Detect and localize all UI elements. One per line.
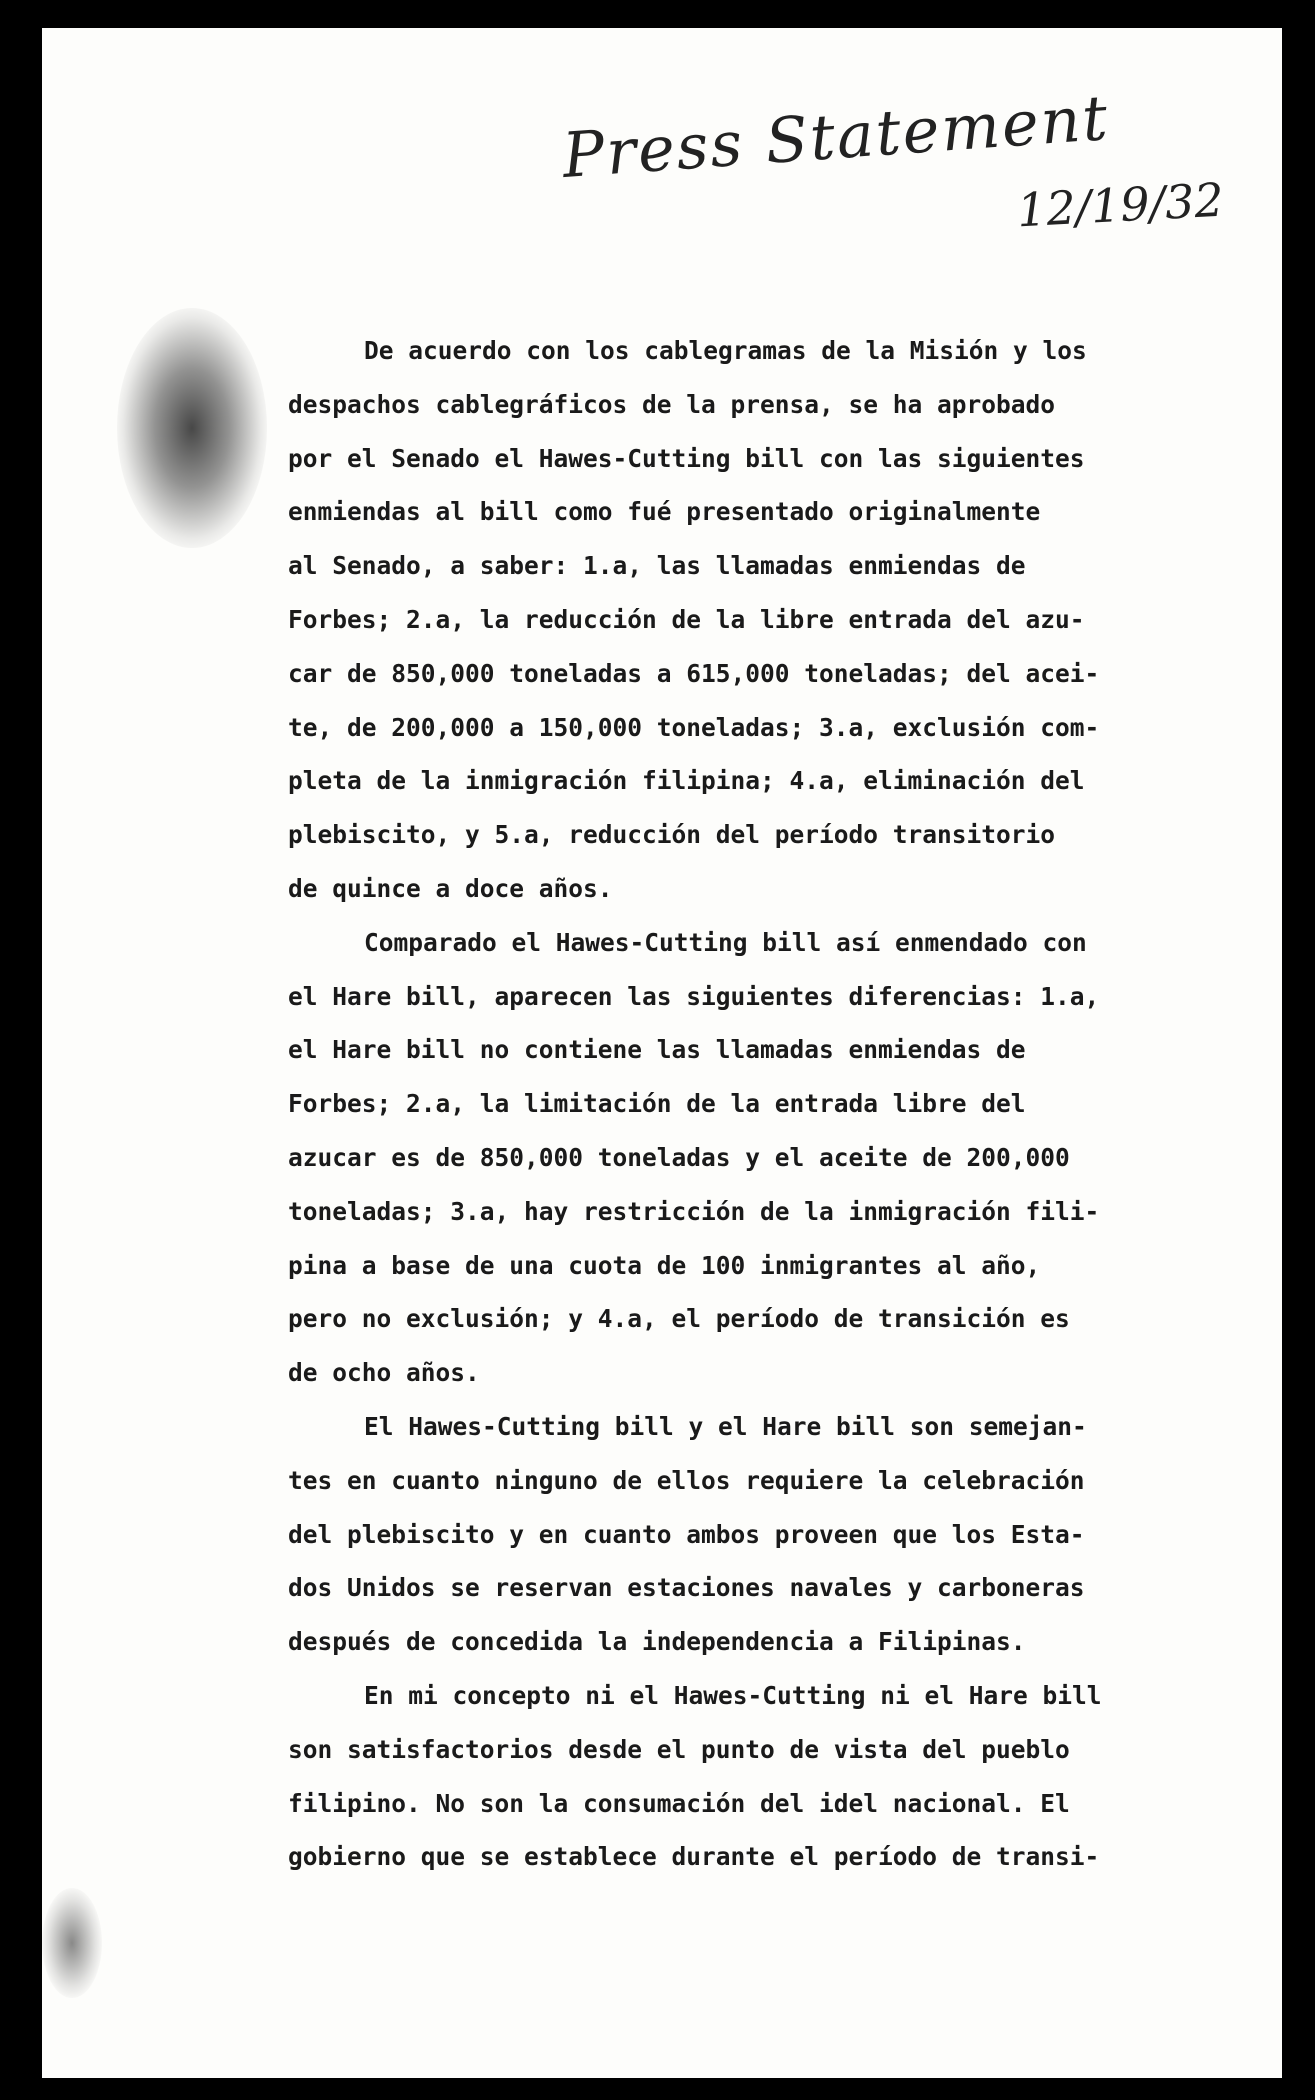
ink-smudge-lower [42,1888,102,1998]
text-line: toneladas; 3.a, hay restricción de la inmigración fili- [288,1196,1100,1226]
text-line: filipino. No son la consumación del idel nacional. El [288,1788,1070,1818]
text-line: de ocho años. [288,1358,480,1388]
text-line: el Hare bill, aparecen las siguientes diferencias: 1.a, [288,981,1100,1011]
text-line: car de 850,000 toneladas a 615,000 toneladas; del acei- [288,658,1100,688]
text-line: al Senado, a saber: 1.a, las llamadas enmiendas de [288,551,1026,581]
text-line: Forbes; 2.a, la reducción de la libre entrada del azu- [288,604,1085,634]
document-page [42,28,1282,2078]
handwritten-title: Press Statement [560,80,1112,193]
text-line: el Hare bill no contiene las llamadas enmiendas de [288,1035,1026,1065]
text-line: azucar es de 850,000 toneladas y el aceite de 200,000 [288,1142,1070,1172]
text-line: De acuerdo con los cablegramas de la Misión y los [364,336,1087,365]
text-line: pina a base de una cuota de 100 inmigrantes al año, [288,1250,1041,1280]
text-line: plebiscito, y 5.a, reducción del período transitorio [288,820,1056,850]
text-line: del plebiscito y en cuanto ambos proveen que los Esta- [288,1519,1085,1549]
text-line: enmiendas al bill como fué presentado originalmente [288,497,1041,527]
text-line: por el Senado el Hawes-Cutting bill con las siguientes [288,443,1085,473]
text-line: de quince a doce años. [288,873,613,903]
text-line: te, de 200,000 a 150,000 toneladas; 3.a, exclusión com- [288,712,1100,742]
text-line: dos Unidos se reservan estaciones navales y carboneras [288,1573,1085,1603]
text-line: despachos cablegráficos de la prensa, se ha aprobado [288,389,1056,419]
text-line: Comparado el Hawes-Cutting bill así enmendado con [364,927,1087,957]
ink-smudge [117,308,267,548]
text-line: son satisfactorios desde el punto de vista del pueblo [288,1734,1070,1764]
text-line: En mi concepto ni el Hawes-Cutting ni el Hare bill [364,1680,1102,1710]
text-line: pero no exclusión; y 4.a, el período de transición es [288,1304,1070,1334]
text-line: gobierno que se establece durante el período de transi- [288,1842,1100,1872]
text-line: Forbes; 2.a, la limitación de la entrada libre del [288,1089,1026,1119]
typed-statement [288,324,1188,1884]
text-line: El Hawes-Cutting bill y el Hare bill son semejan- [364,1411,1087,1441]
text-line: pleta de la inmigración filipina; 4.a, eliminación del [288,766,1085,796]
handwritten-date: 12/19/32 [1015,172,1225,238]
text-line: después de concedida la independencia a Filipinas. [288,1627,1026,1657]
text-line: tes en cuanto ninguno de ellos requiere la celebración [288,1465,1085,1495]
